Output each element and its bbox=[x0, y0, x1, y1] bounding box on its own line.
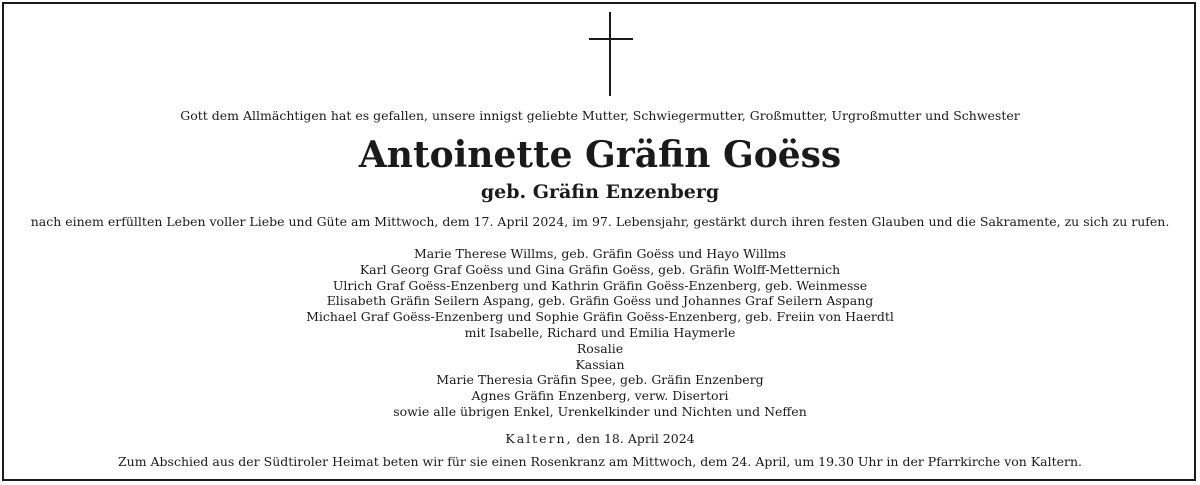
place-date bbox=[0, 430, 1200, 448]
mourner-line: Ulrich Graf Goëss-Enzenberg und Kathrin Gräfin Goëss-Enzenberg, geb. Weinmesse bbox=[332, 277, 868, 293]
mourner-line: Elisabeth Gräfin Seilern Aspang, geb. Gräfin Goëss und Johannes Graf Seilern Aspang bbox=[326, 293, 874, 309]
mourner-line: sowie alle übrigen Enkel, Urenkelkinder und Nichten und Neffen bbox=[393, 403, 807, 419]
intro-text: Gott dem Allmächtigen hat es gefallen, unsere innigst geliebte Mutter, Schwiegermutter, Großmutter, Urgroßmutter und Schwester bbox=[180, 108, 1020, 123]
mourner-line: Rosalie bbox=[576, 340, 624, 356]
service-text: Zum Abschied aus der Südtiroler Heimat beten wir für sie einen Rosenkranz am Mittwoch, dem 24. April, um 19.30 Uhr in der Pfarrkirche von Kaltern. bbox=[117, 454, 1083, 469]
deceased-name: Antoinette Gräfin Goëss bbox=[358, 134, 842, 176]
cross-icon bbox=[589, 12, 633, 96]
mourner-line: Michael Graf Goëss-Enzenberg und Sophie Gräfin Goëss-Enzenberg, geb. Freiin von Haerdtl bbox=[306, 309, 894, 325]
mourner-line: Kassian bbox=[575, 356, 625, 372]
mourners-list bbox=[0, 246, 1200, 420]
mourner-line: Marie Theresia Gräfin Spee, geb. Gräfin Enzenberg bbox=[436, 372, 764, 388]
mourner-line: Marie Therese Willms, geb. Gräfin Goëss und Hayo Willms bbox=[413, 246, 787, 261]
place-name: Kaltern, bbox=[505, 431, 573, 446]
passing-text: nach einem erfüllten Leben voller Liebe und Güte am Mittwoch, dem 17. April 2024, im 97. Lebensjahr, gestärkt durch ihren festen Glauben und die Sakramente, zu sich zu rufen. bbox=[30, 214, 1170, 229]
notice-date: den 18. April 2024 bbox=[572, 431, 695, 446]
mourner-line: Karl Georg Graf Goëss und Gina Gräfin Goëss, geb. Gräfin Wolff-Metternich bbox=[359, 261, 841, 277]
mourner-line: Agnes Gräfin Enzenberg, verw. Disertori bbox=[471, 388, 729, 404]
birth-name: geb. Gräfin Enzenberg bbox=[480, 181, 720, 203]
mourner-line: mit Isabelle, Richard und Emilia Haymerle bbox=[464, 324, 736, 340]
